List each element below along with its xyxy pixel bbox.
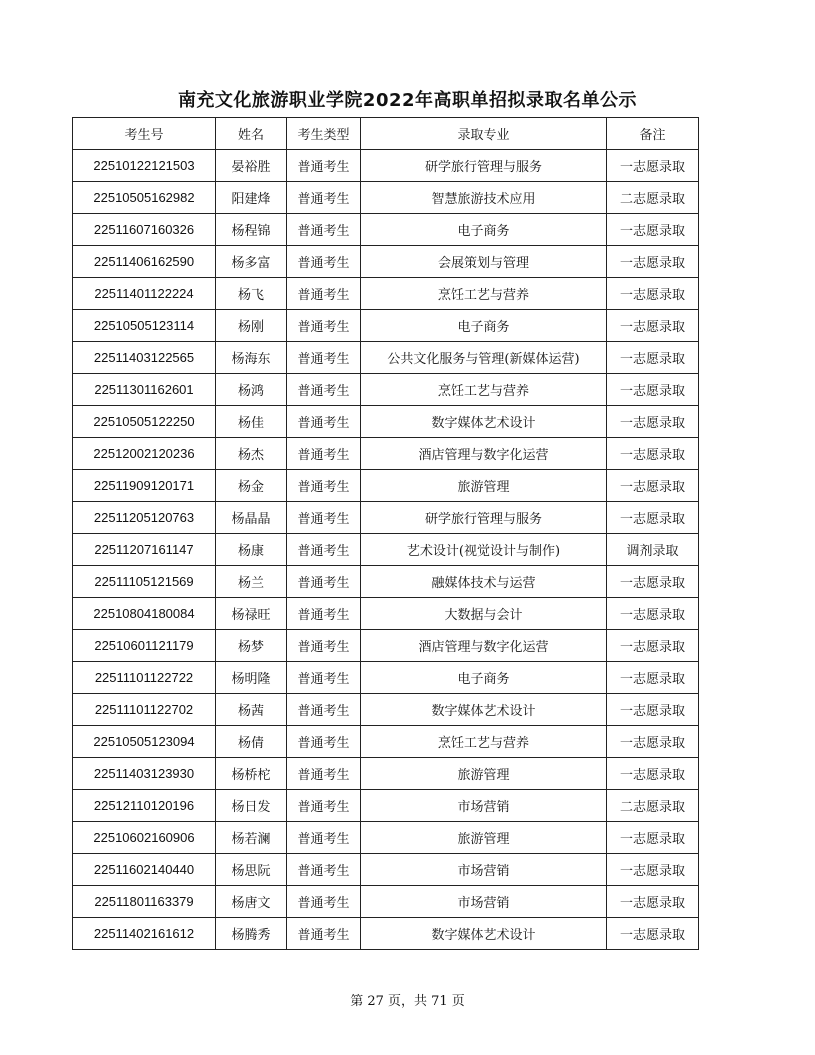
name-cell: 杨康 <box>216 534 287 566</box>
table-row <box>73 438 699 470</box>
candidate-type-cell: 普通考生 <box>287 886 361 918</box>
name-cell: 阳建烽 <box>216 182 287 214</box>
candidate-type-cell: 普通考生 <box>287 726 361 758</box>
table-row <box>73 342 699 374</box>
table-row <box>73 662 699 694</box>
remark-cell: 调剂录取 <box>607 534 699 566</box>
exam-number-cell: 22510122121503 <box>73 150 216 182</box>
table-row <box>73 566 699 598</box>
table-row <box>73 374 699 406</box>
remark-cell: 一志愿录取 <box>607 278 699 310</box>
candidate-type-cell: 普通考生 <box>287 854 361 886</box>
remark-cell: 一志愿录取 <box>607 342 699 374</box>
name-cell: 杨桥柁 <box>216 758 287 790</box>
page-footer: 第 27 页，共 71 页 <box>350 994 465 1009</box>
candidate-type-cell: 普通考生 <box>287 918 361 950</box>
major-cell: 电子商务 <box>361 214 607 246</box>
candidate-type-cell: 普通考生 <box>287 278 361 310</box>
remark-cell: 一志愿录取 <box>607 662 699 694</box>
exam-number-cell: 22511401122224 <box>73 278 216 310</box>
exam-number-cell: 22511101122702 <box>73 694 216 726</box>
candidate-type-cell: 普通考生 <box>287 822 361 854</box>
name-cell: 杨金 <box>216 470 287 502</box>
table-row <box>73 214 699 246</box>
remark-cell: 一志愿录取 <box>607 438 699 470</box>
candidate-type-cell: 普通考生 <box>287 342 361 374</box>
header-major: 录取专业 <box>361 118 607 150</box>
candidate-type-cell: 普通考生 <box>287 374 361 406</box>
table-header-row <box>73 118 699 150</box>
major-cell: 市场营销 <box>361 886 607 918</box>
major-cell: 研学旅行管理与服务 <box>361 502 607 534</box>
exam-number-cell: 22510601121179 <box>73 630 216 662</box>
remark-cell: 一志愿录取 <box>607 566 699 598</box>
exam-number-cell: 22511801163379 <box>73 886 216 918</box>
table-row <box>73 278 699 310</box>
name-cell: 杨茜 <box>216 694 287 726</box>
table-row <box>73 598 699 630</box>
candidate-type-cell: 普通考生 <box>287 214 361 246</box>
table-row <box>73 694 699 726</box>
candidate-type-cell: 普通考生 <box>287 182 361 214</box>
remark-cell: 一志愿录取 <box>607 758 699 790</box>
major-cell: 电子商务 <box>361 310 607 342</box>
candidate-type-cell: 普通考生 <box>287 150 361 182</box>
remark-cell: 一志愿录取 <box>607 886 699 918</box>
major-cell: 旅游管理 <box>361 758 607 790</box>
name-cell: 杨唐文 <box>216 886 287 918</box>
candidate-type-cell: 普通考生 <box>287 694 361 726</box>
exam-number-cell: 22511301162601 <box>73 374 216 406</box>
exam-number-cell: 22510505123114 <box>73 310 216 342</box>
candidate-type-cell: 普通考生 <box>287 598 361 630</box>
table-body <box>73 150 699 950</box>
remark-cell: 一志愿录取 <box>607 630 699 662</box>
table-row <box>73 310 699 342</box>
exam-number-cell: 22511205120763 <box>73 502 216 534</box>
candidate-type-cell: 普通考生 <box>287 438 361 470</box>
candidate-type-cell: 普通考生 <box>287 502 361 534</box>
header-candidate-type: 考生类型 <box>287 118 361 150</box>
remark-cell: 一志愿录取 <box>607 918 699 950</box>
exam-number-cell: 22511403123930 <box>73 758 216 790</box>
table-row <box>73 406 699 438</box>
exam-number-cell: 22510602160906 <box>73 822 216 854</box>
table-row <box>73 854 699 886</box>
major-cell: 旅游管理 <box>361 470 607 502</box>
name-cell: 杨鸿 <box>216 374 287 406</box>
remark-cell: 一志愿录取 <box>607 150 699 182</box>
major-cell: 市场营销 <box>361 790 607 822</box>
exam-number-cell: 22510505162982 <box>73 182 216 214</box>
remark-cell: 一志愿录取 <box>607 406 699 438</box>
major-cell: 艺术设计(视觉设计与制作) <box>361 534 607 566</box>
major-cell: 会展策划与管理 <box>361 246 607 278</box>
exam-number-cell: 22511402161612 <box>73 918 216 950</box>
major-cell: 数字媒体艺术设计 <box>361 918 607 950</box>
major-cell: 融媒体技术与运营 <box>361 566 607 598</box>
major-cell: 大数据与会计 <box>361 598 607 630</box>
table-row <box>73 182 699 214</box>
name-cell: 杨若澜 <box>216 822 287 854</box>
remark-cell: 一志愿录取 <box>607 726 699 758</box>
name-cell: 杨杰 <box>216 438 287 470</box>
name-cell: 杨腾秀 <box>216 918 287 950</box>
major-cell: 市场营销 <box>361 854 607 886</box>
exam-number-cell: 22511602140440 <box>73 854 216 886</box>
major-cell: 智慧旅游技术应用 <box>361 182 607 214</box>
exam-number-cell: 22511403122565 <box>73 342 216 374</box>
candidate-type-cell: 普通考生 <box>287 790 361 822</box>
remark-cell: 一志愿录取 <box>607 502 699 534</box>
name-cell: 杨倩 <box>216 726 287 758</box>
major-cell: 烹饪工艺与营养 <box>361 726 607 758</box>
table-row <box>73 246 699 278</box>
exam-number-cell: 22510505122250 <box>73 406 216 438</box>
candidate-type-cell: 普通考生 <box>287 534 361 566</box>
remark-cell: 一志愿录取 <box>607 470 699 502</box>
exam-number-cell: 22512002120236 <box>73 438 216 470</box>
exam-number-cell: 22511406162590 <box>73 246 216 278</box>
major-cell: 电子商务 <box>361 662 607 694</box>
candidate-type-cell: 普通考生 <box>287 662 361 694</box>
name-cell: 杨刚 <box>216 310 287 342</box>
name-cell: 杨程锦 <box>216 214 287 246</box>
major-cell: 酒店管理与数字化运营 <box>361 630 607 662</box>
header-remark: 备注 <box>607 118 699 150</box>
remark-cell: 一志愿录取 <box>607 854 699 886</box>
candidate-type-cell: 普通考生 <box>287 470 361 502</box>
major-cell: 数字媒体艺术设计 <box>361 694 607 726</box>
exam-number-cell: 22510505123094 <box>73 726 216 758</box>
remark-cell: 二志愿录取 <box>607 182 699 214</box>
exam-number-cell: 22511607160326 <box>73 214 216 246</box>
name-cell: 晏裕胜 <box>216 150 287 182</box>
table-row <box>73 790 699 822</box>
name-cell: 杨禄旺 <box>216 598 287 630</box>
candidate-type-cell: 普通考生 <box>287 406 361 438</box>
remark-cell: 二志愿录取 <box>607 790 699 822</box>
major-cell: 研学旅行管理与服务 <box>361 150 607 182</box>
name-cell: 杨梦 <box>216 630 287 662</box>
name-cell: 杨兰 <box>216 566 287 598</box>
name-cell: 杨海东 <box>216 342 287 374</box>
name-cell: 杨佳 <box>216 406 287 438</box>
table-row <box>73 150 699 182</box>
name-cell: 杨明隆 <box>216 662 287 694</box>
name-cell: 杨思阮 <box>216 854 287 886</box>
major-cell: 数字媒体艺术设计 <box>361 406 607 438</box>
major-cell: 旅游管理 <box>361 822 607 854</box>
table-row <box>73 726 699 758</box>
table-row <box>73 534 699 566</box>
name-cell: 杨多富 <box>216 246 287 278</box>
table-row <box>73 758 699 790</box>
table-row <box>73 502 699 534</box>
admission-table <box>72 117 699 950</box>
major-cell: 烹饪工艺与营养 <box>361 374 607 406</box>
name-cell: 杨晶晶 <box>216 502 287 534</box>
table-row <box>73 630 699 662</box>
exam-number-cell: 22511207161147 <box>73 534 216 566</box>
remark-cell: 一志愿录取 <box>607 214 699 246</box>
remark-cell: 一志愿录取 <box>607 310 699 342</box>
candidate-type-cell: 普通考生 <box>287 310 361 342</box>
name-cell: 杨飞 <box>216 278 287 310</box>
remark-cell: 一志愿录取 <box>607 598 699 630</box>
major-cell: 酒店管理与数字化运营 <box>361 438 607 470</box>
exam-number-cell: 22511105121569 <box>73 566 216 598</box>
remark-cell: 一志愿录取 <box>607 374 699 406</box>
table-row <box>73 886 699 918</box>
remark-cell: 一志愿录取 <box>607 822 699 854</box>
candidate-type-cell: 普通考生 <box>287 630 361 662</box>
major-cell: 烹饪工艺与营养 <box>361 278 607 310</box>
name-cell: 杨日发 <box>216 790 287 822</box>
exam-number-cell: 22512110120196 <box>73 790 216 822</box>
header-name: 姓名 <box>216 118 287 150</box>
candidate-type-cell: 普通考生 <box>287 758 361 790</box>
table-row <box>73 822 699 854</box>
table-row <box>73 470 699 502</box>
candidate-type-cell: 普通考生 <box>287 566 361 598</box>
page-title: 南充文化旅游职业学院2022年高职单招拟录取名单公示 <box>177 90 638 111</box>
table-row <box>73 918 699 950</box>
header-exam-number: 考生号 <box>73 118 216 150</box>
candidate-type-cell: 普通考生 <box>287 246 361 278</box>
exam-number-cell: 22511101122722 <box>73 662 216 694</box>
exam-number-cell: 22510804180084 <box>73 598 216 630</box>
remark-cell: 一志愿录取 <box>607 694 699 726</box>
remark-cell: 一志愿录取 <box>607 246 699 278</box>
exam-number-cell: 22511909120171 <box>73 470 216 502</box>
major-cell: 公共文化服务与管理(新媒体运营) <box>361 342 607 374</box>
